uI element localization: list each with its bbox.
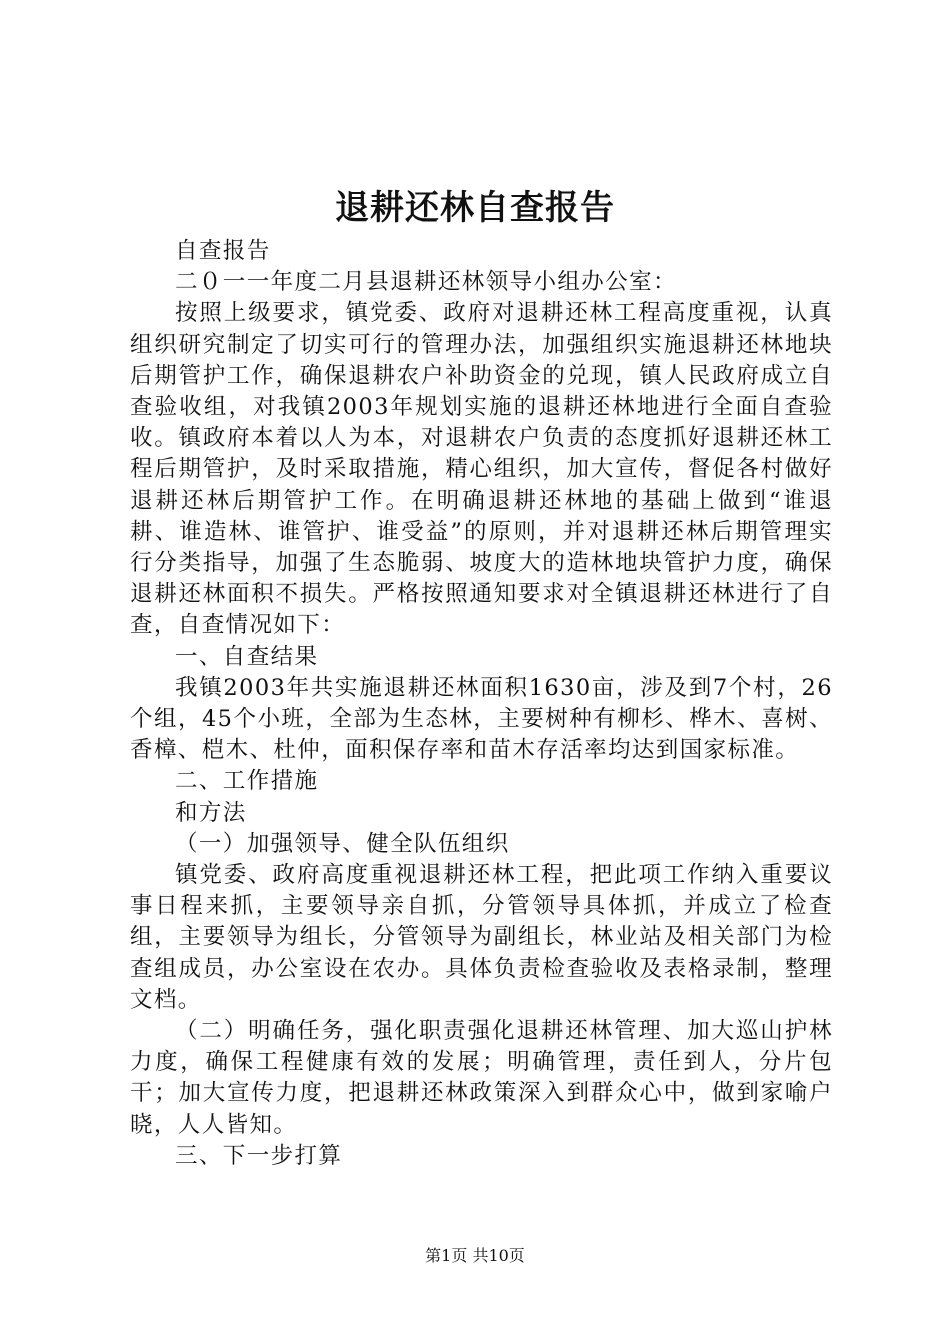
document-body bbox=[130, 236, 833, 1172]
page-footer: 第1页 共10页 bbox=[425, 1246, 525, 1265]
heading-and-methods: 和方法 bbox=[175, 799, 247, 826]
paragraph-tasks: （二）明确任务，强化职责强化退耕还林管理、加大巡山护林力度，确保工程健康有效的发展；明确管理，责任到人，分片包干；加大宣传力度，把退耕还林政策深入到群众心中，做到家喻户晓，人人皆知。 bbox=[130, 1018, 833, 1138]
subheading-leadership: （一）加强领导、健全队伍组织 bbox=[175, 830, 510, 857]
paragraph-recipient: 二０一一年度二月县退耕还林领导小组办公室： bbox=[175, 269, 677, 296]
heading-self-check-results: 一、自查结果 bbox=[175, 643, 319, 670]
heading-work-measures: 二、工作措施 bbox=[175, 768, 319, 795]
document-title: 退耕还林自查报告 bbox=[335, 188, 615, 228]
paragraph-leadership: 镇党委、政府高度重视退耕还林工程，把此项工作纳入重要议事日程来抓，主要领导亲自抓，分管领导具体抓，并成立了检查组，主要领导为组长，分管领导为副组长，林业站及相关部门为检查组成员，办公室设在农办。具体负责检查验收及表格录制，整理文档。 bbox=[130, 862, 833, 1013]
paragraph-results: 我镇2003年共实施退耕还林面积1630亩，涉及到7个村，26个组，45个小班，全部为生态林，主要树种有柳杉、桦木、喜树、香樟、桤木、杜仲，面积保存率和苗木存活率均达到国家标准。 bbox=[130, 674, 833, 764]
paragraph-report-label: 自查报告 bbox=[175, 238, 271, 264]
heading-next-steps: 三、下一步打算 bbox=[175, 1142, 343, 1169]
paragraph-intro: 按照上级要求，镇党委、政府对退耕还林工程高度重视，认真组织研究制定了切实可行的管理办法，加强组织实施退耕还林地块后期管护工作，确保退耕农户补助资金的兑现，镇人民政府成立自查验收组，对我镇2003年规划实施的退耕还林地进行全面自查验收。镇政府本着以人为本，对退耕农户负责的态度抓好退耕还林工程后期管护，及时采取措施，精心组织，加大宣传，督促各村做好退耕还林后期管护工作。在明确退耕还林地的基础上做到“谁退耕、谁造林、谁管护、谁受益”的原则，并对退耕还林后期管理实行分类指导，加强了生态脆弱、坡度大的造林地块管护力度，确保退耕还林面积不损失。严格按照通知要求对全镇退耕还林进行了自查，自查情况如下： bbox=[130, 300, 833, 639]
